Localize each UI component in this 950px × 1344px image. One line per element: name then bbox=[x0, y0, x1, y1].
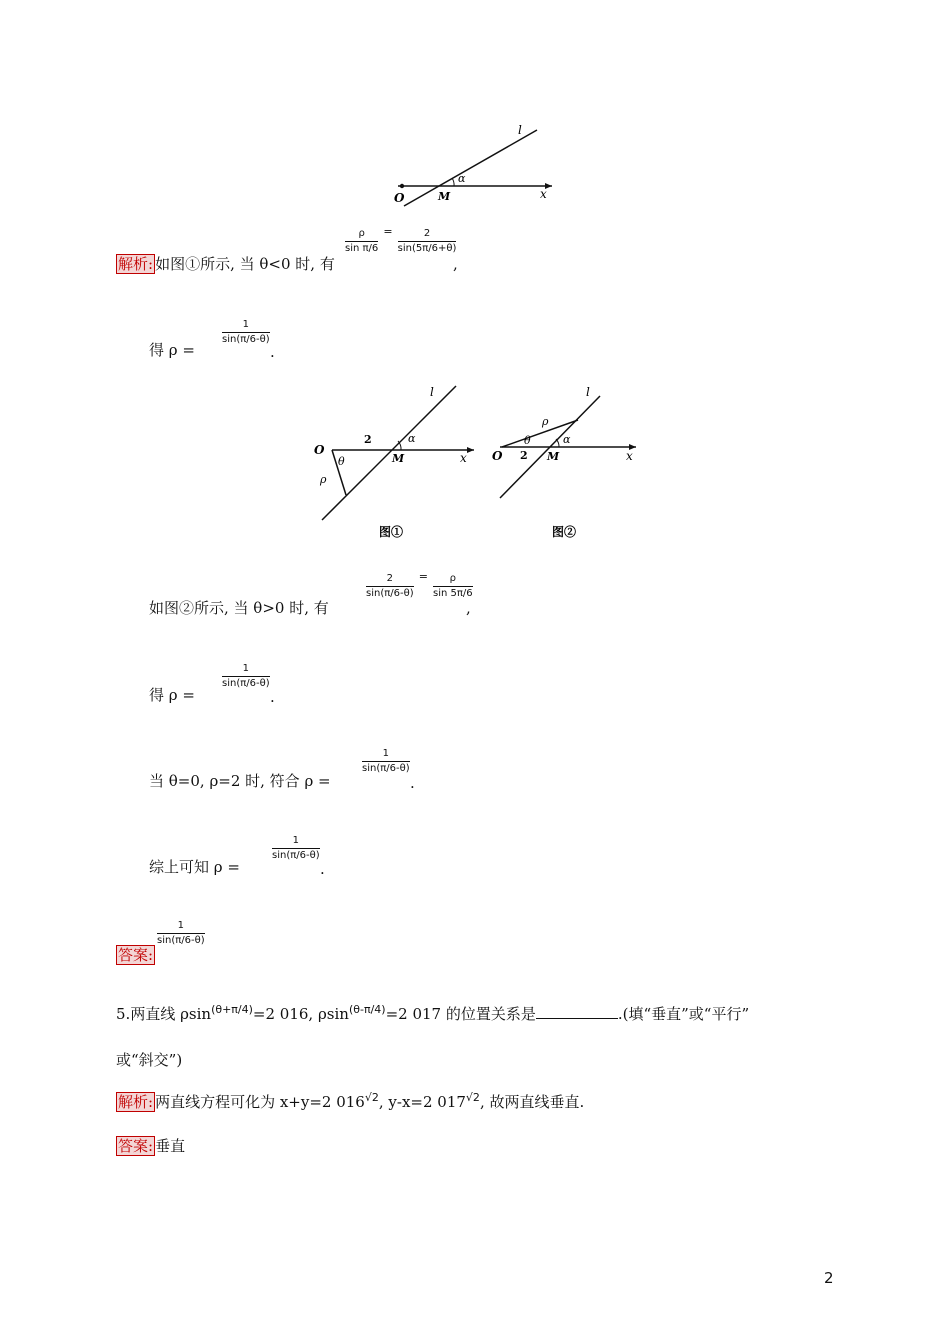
answer4-fraction: $\frac{1}{\sin(\pi/6-\theta)}$ bbox=[157, 920, 205, 946]
equation-1: $\frac{\rho}{\text{sin π/6}}$ = $\frac{2}{\sin(5\pi/6+\theta)}$ bbox=[345, 225, 457, 254]
svg-text:α: α bbox=[563, 433, 571, 446]
question5-line2: 或“斜交”) bbox=[116, 1051, 183, 1069]
fraction-2-over-sin: $\frac{2}{\sin(5\pi/6+\theta)}$ bbox=[397, 228, 457, 254]
solution4-line3: 如图②所示, 当 θ>0 时, 有 bbox=[149, 599, 329, 617]
label-l: l bbox=[518, 123, 522, 137]
comma: , bbox=[466, 599, 471, 617]
answer5-line: 答案: 垂直 bbox=[118, 1137, 186, 1155]
fraction-result-2: $\frac{1}{\sin(\pi/6-\theta)}$ bbox=[222, 663, 270, 689]
solution4-line2: 得 ρ = bbox=[149, 341, 195, 359]
svg-text:ρ: ρ bbox=[320, 473, 327, 486]
svg-text:l: l bbox=[430, 385, 434, 399]
label-alpha: α bbox=[458, 172, 466, 185]
caption-fig2: 图② bbox=[552, 525, 577, 539]
svg-text:x: x bbox=[460, 451, 467, 465]
equation-2: $\frac{2}{\sin(\pi/6-\theta)}$ = $\frac{\rho}{\sin 5\pi/6}$ bbox=[366, 570, 473, 599]
caption-fig1: 图① bbox=[379, 525, 404, 539]
svg-text:O: O bbox=[314, 443, 325, 457]
origin-point bbox=[400, 184, 404, 188]
figure-2 bbox=[490, 380, 650, 540]
comma: , bbox=[453, 255, 458, 273]
solution4-line1: 解析: 如图①所示, 当 θ<0 时, 有 bbox=[118, 255, 335, 273]
question5-line1: 5.两直线 ρsin$^{(\theta+\pi/4)}$=2 016, ρsin$^{(\theta-\pi/4)}$=2 017 的位置关系是 .(填“垂直”或“平行” bbox=[116, 1003, 750, 1023]
fraction-result-3: $\frac{1}{\sin(\pi/6-\theta)}$ bbox=[362, 748, 410, 774]
solution5-line: 解析: 两直线方程可化为 x+y=2 $016^{√2}$, y-x=2 $017^{√2}$, 故两直线垂直. bbox=[118, 1091, 585, 1111]
answer-blank bbox=[536, 1004, 618, 1019]
svg-text:2: 2 bbox=[364, 433, 372, 446]
solution4-line5: 当 θ=0, ρ=2 时, 符合 ρ = bbox=[149, 772, 331, 790]
svg-text:θ: θ bbox=[338, 455, 345, 468]
period: . bbox=[270, 343, 275, 361]
fraction-result-1: $\frac{1}{\sin(\pi/6-\theta)}$ bbox=[222, 319, 270, 345]
solution4-line6: 综上可知 ρ = bbox=[149, 858, 240, 876]
answer-tag-4: 答案: bbox=[118, 946, 154, 964]
label-x: x bbox=[540, 187, 547, 201]
page-number: 2 bbox=[824, 1269, 834, 1287]
svg-text:θ: θ bbox=[524, 434, 531, 447]
figure-line-l-angle-alpha bbox=[390, 120, 570, 215]
svg-text:ρ: ρ bbox=[542, 415, 549, 428]
line-l bbox=[404, 130, 537, 206]
svg-text:M: M bbox=[392, 452, 405, 465]
label-O: O bbox=[394, 191, 405, 205]
fraction-result-4: $\frac{1}{\sin(\pi/6-\theta)}$ bbox=[272, 835, 320, 861]
svg-text:x: x bbox=[626, 449, 633, 463]
svg-text:2: 2 bbox=[520, 449, 528, 462]
svg-text:l: l bbox=[586, 385, 590, 399]
fraction-rho-over-sin-pi6: $\frac{\rho}{\text{sin π/6}}$ bbox=[345, 228, 379, 254]
svg-text:α: α bbox=[408, 432, 416, 445]
line-l bbox=[322, 386, 456, 520]
figure-1 bbox=[308, 380, 488, 540]
analysis-tag: 解析: bbox=[118, 255, 154, 273]
svg-text:M: M bbox=[547, 450, 560, 463]
solution4-line4: 得 ρ = bbox=[149, 686, 195, 704]
svg-text:O: O bbox=[492, 449, 503, 463]
label-M: M bbox=[438, 190, 451, 203]
